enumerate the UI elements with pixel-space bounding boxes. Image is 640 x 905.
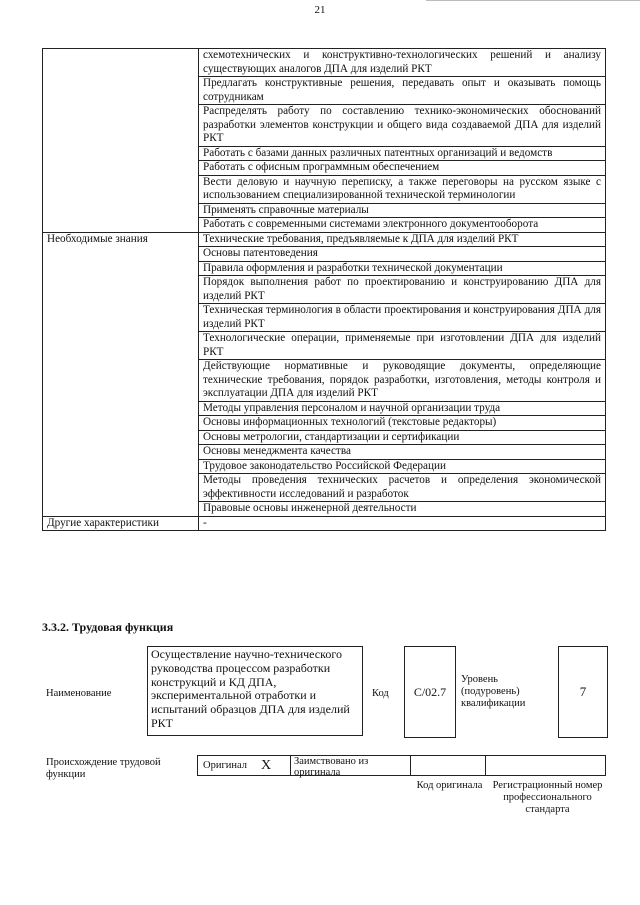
origin-label: Происхождение трудовой функции (46, 757, 161, 780)
knowledge-item: Основы менеджмента качества (199, 445, 606, 460)
caption-registration-number: Регистрационный номер профессионального стандарта (492, 780, 603, 815)
caption-original-code: Код оригинала (416, 780, 483, 791)
table-row (43, 232, 606, 247)
name-label: Наименование (46, 688, 112, 699)
code-value-field: C/02.7 (404, 646, 456, 738)
origin-reg-cell (485, 755, 606, 776)
other-label: Другие характеристики (43, 516, 199, 531)
skill-item: Работать с офисным программным обеспечением (199, 161, 606, 176)
continuation-label-cell (43, 49, 199, 233)
knowledge-item: Основы информационных технологий (текстовые редакторы) (199, 416, 606, 431)
skill-item: Работать с современными системами электронного документооборота (199, 218, 606, 233)
skill-item: Применять справочные материалы (199, 203, 606, 218)
skill-item: схемотехнических и конструктивно-технологических решений и анализу существующих аналогов ДПА для изделий РКТ (199, 49, 606, 77)
table-row (43, 49, 606, 77)
knowledge-item: Техническая терминология в области проектирования и конструирования ДПА для изделий РКТ (199, 304, 606, 332)
knowledge-item: Основы патентоведения (199, 247, 606, 262)
knowledge-item: Методы управления персоналом и научной организации труда (199, 401, 606, 416)
knowledge-item: Основы метрологии, стандартизации и сертификации (199, 430, 606, 445)
origin-borrowed-cell: Заимствовано из оригинала (290, 755, 410, 776)
knowledge-item: Правовые основы инженерной деятельности (199, 502, 606, 517)
code-label: Код (372, 688, 389, 699)
skill-item: Вести деловую и научную переписку, а также переговоры на русском языке с использованием специализированной технической терминологии (199, 175, 606, 203)
level-value-field: 7 (558, 646, 608, 738)
origin-table (197, 755, 606, 776)
origin-mark: X (261, 757, 272, 773)
table-row (43, 516, 606, 531)
other-value: - (199, 516, 606, 531)
level-label: Уровень (подуровень) квалификации (461, 674, 526, 709)
origin-code-cell (410, 755, 485, 776)
section-title: 3.3.2. Трудовая функция (42, 620, 174, 634)
knowledge-item: Порядок выполнения работ по проектированию и конструированию ДПА для изделий РКТ (199, 276, 606, 304)
top-rule (426, 0, 640, 1)
knowledge-item: Правила оформления и разработки технической документации (199, 261, 606, 276)
knowledge-item: Технические требования, предъявляемые к ДПА для изделий РКТ (199, 232, 606, 247)
skill-item: Распределять работу по составлению технико-экономических обоснований разработки элементов конструкции и общего вида создаваемой ДПА для изделий РКТ (199, 105, 606, 147)
knowledge-label: Необходимые знания (43, 232, 199, 516)
page-number: 21 (314, 4, 326, 16)
knowledge-item: Технологические операции, применяемые при изготовлении ДПА для изделий РКТ (199, 332, 606, 360)
requirements-table (42, 48, 606, 531)
origin-original-label: Оригинал (203, 760, 247, 771)
skill-item: Работать с базами данных различных патентных организаций и ведомств (199, 146, 606, 161)
skill-item: Предлагать конструктивные решения, передавать опыт и оказывать помощь сотрудникам (199, 77, 606, 105)
function-name-field: Осуществление научно-технического руководства процессом разработки конструкций и КД ДПА, экспериментальной отработки и испытаний образцов ДПА для изделий РКТ (147, 646, 363, 736)
knowledge-item: Действующие нормативные и руководящие документы, определяющие технические требования, порядок разработки, изготовления, методы контроля и эксплуатации ДПА для изделий РКТ (199, 360, 606, 402)
origin-original-cell (197, 755, 290, 776)
knowledge-item: Методы проведения технических расчетов и определения экономической эффективности исследований и разработок (199, 474, 606, 502)
knowledge-item: Трудовое законодательство Российской Федерации (199, 459, 606, 474)
